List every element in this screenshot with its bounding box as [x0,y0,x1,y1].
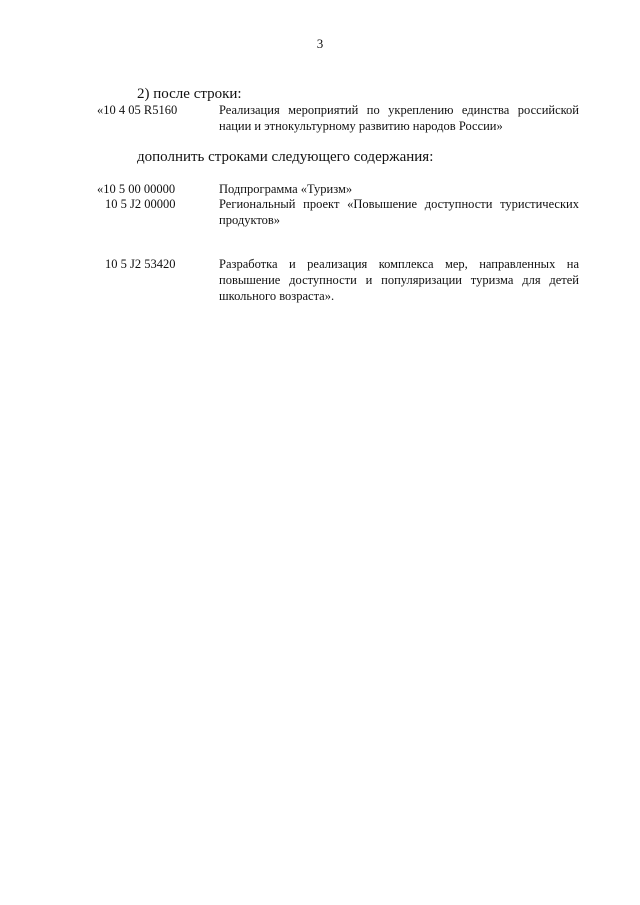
entry-code: 10 5 J2 53420 [105,257,176,271]
entry-code: «10 5 00 00000 [97,182,176,196]
entry-description: Реализация мероприятий по укреплению единства российской нации и этнокультурному развитию народов России» [219,103,579,133]
entry-description: Разработка и реализация комплекса мер, направленных на повышение доступности и популяризации туризма для детей школьного возраста». [219,257,579,303]
entry-code: «10 4 05 R5160 [97,103,178,117]
entry-code: 10 5 J2 00000 [105,197,176,211]
after-line-heading: 2) после строки: [137,86,242,102]
add-lines-heading: дополнить строками следующего содержания: [137,149,434,165]
entry-description: Подпрограмма «Туризм» [219,182,353,196]
page-number: 3 [316,36,324,51]
entry-description: Региональный проект «Повышение доступности туристических продуктов» [219,197,579,227]
